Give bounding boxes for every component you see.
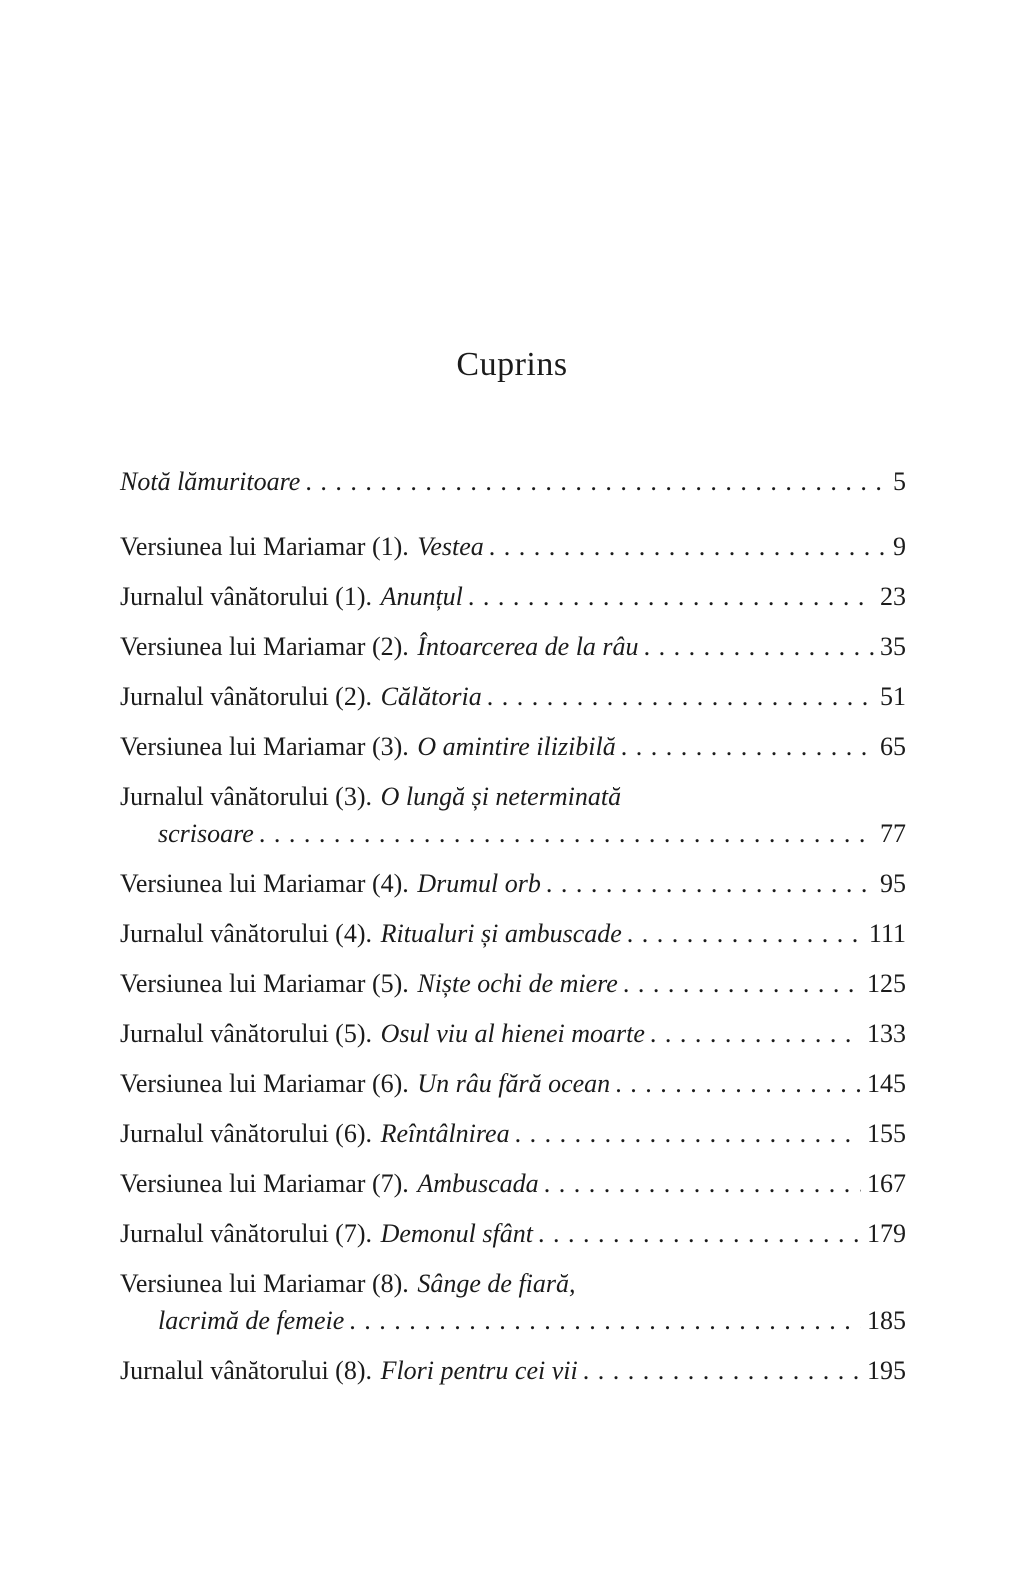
toc-entry: [120, 463, 906, 500]
page-title: Cuprins: [456, 346, 568, 383]
entry-title: Notă lămuritoare: [120, 467, 301, 496]
dot-leader: [650, 1015, 861, 1052]
entry-prefix: Versiunea lui Mariamar (6).: [120, 1069, 409, 1098]
toc-entry: [120, 778, 906, 852]
entry-wrap-text: scrisoare: [158, 819, 254, 848]
toc-entry-line: [120, 865, 906, 902]
entry-title: Reîntâlnirea: [380, 1119, 510, 1148]
entry-title: O lungă și neterminată: [380, 782, 622, 811]
toc-entry-line: [120, 1265, 906, 1302]
entry-page: 23: [880, 582, 906, 611]
toc-entry-line: [120, 1065, 906, 1102]
entry-prefix: Jurnalul vânătorului (2).: [120, 682, 372, 711]
entry-page: 195: [867, 1356, 906, 1385]
entry-title: Anunțul: [380, 582, 463, 611]
toc-entry: [120, 1015, 906, 1052]
toc-entry-wrap-line: [120, 1302, 906, 1339]
toc-entry-line: [120, 1165, 906, 1202]
entry-page: 145: [867, 1069, 906, 1098]
entry-prefix: Versiunea lui Mariamar (3).: [120, 732, 409, 761]
entry-title: Drumul orb: [417, 869, 541, 898]
toc-entry-line: [120, 1015, 906, 1052]
entry-prefix: Versiunea lui Mariamar (5).: [120, 969, 409, 998]
entry-wrap-text: lacrimă de femeie: [158, 1306, 345, 1335]
entry-title: Sânge de fiară,: [417, 1269, 576, 1298]
entry-title: Vestea: [417, 532, 484, 561]
toc-list: [0, 463, 1024, 1389]
entry-title: Osul viu al hienei moarte: [380, 1019, 645, 1048]
dot-leader: [538, 1215, 861, 1252]
dot-leader: [544, 1165, 861, 1202]
toc-entry: [120, 865, 906, 902]
entry-prefix: Jurnalul vânătorului (6).: [120, 1119, 372, 1148]
toc-entry: [120, 1265, 906, 1339]
entry-prefix: Versiunea lui Mariamar (2).: [120, 632, 409, 661]
toc-entry: [120, 915, 906, 952]
entry-title: Ritualuri și ambuscade: [380, 919, 622, 948]
entry-prefix: Versiunea lui Mariamar (1).: [120, 532, 409, 561]
toc-entry: [120, 1115, 906, 1152]
dot-leader: [546, 865, 874, 902]
entry-title: Flori pentru cei vii: [380, 1356, 578, 1385]
toc-entry-line: [120, 965, 906, 1002]
entry-prefix: Versiunea lui Mariamar (7).: [120, 1169, 409, 1198]
toc-entry: [120, 628, 906, 665]
entry-prefix: Jurnalul vânătorului (7).: [120, 1219, 372, 1248]
toc-entry-line: [120, 578, 906, 615]
entry-page: 167: [867, 1169, 906, 1198]
toc-entry-line: [120, 915, 906, 952]
dot-leader: [583, 1352, 861, 1389]
entry-prefix: Jurnalul vânătorului (8).: [120, 1356, 372, 1385]
toc-entry-line: [120, 628, 906, 665]
entry-page: 133: [867, 1019, 906, 1048]
toc-entry-line: [120, 678, 906, 715]
dot-leader: [644, 628, 874, 665]
toc-entry-line: [120, 728, 906, 765]
toc-entry: [120, 1165, 906, 1202]
toc-entry: [120, 1065, 906, 1102]
dot-leader: [305, 463, 887, 500]
entry-page: 185: [867, 1306, 906, 1335]
entry-page: 5: [893, 467, 906, 496]
dot-leader: [615, 1065, 861, 1102]
entry-page: 51: [880, 682, 906, 711]
toc-entry: [120, 578, 906, 615]
entry-page: 125: [867, 969, 906, 998]
toc-entry-line: [120, 1115, 906, 1152]
entry-page: 155: [867, 1119, 906, 1148]
entry-prefix: Jurnalul vânătorului (5).: [120, 1019, 372, 1048]
toc-entry: [120, 965, 906, 1002]
entry-title: Niște ochi de miere: [417, 969, 618, 998]
entry-page: 111: [868, 919, 906, 948]
toc-entry-line: [120, 528, 906, 565]
toc-entry-line: [120, 463, 906, 500]
toc-entry-line: [120, 778, 906, 815]
toc-entry-wrap-line: [120, 815, 906, 852]
dot-leader: [468, 578, 874, 615]
entry-prefix: Jurnalul vânătorului (1).: [120, 582, 372, 611]
entry-title: Un râu fără ocean: [417, 1069, 611, 1098]
entry-title: O amintire ilizibilă: [417, 732, 616, 761]
entry-page: 95: [880, 869, 906, 898]
entry-prefix: Versiunea lui Mariamar (4).: [120, 869, 409, 898]
dot-leader: [623, 965, 861, 1002]
entry-prefix: Jurnalul vânătorului (4).: [120, 919, 372, 948]
toc-entry-line: [120, 1215, 906, 1252]
entry-page: 77: [880, 819, 906, 848]
toc-entry: [120, 728, 906, 765]
toc-entry: [120, 1215, 906, 1252]
dot-leader: [259, 815, 874, 852]
entry-page: 179: [867, 1219, 906, 1248]
entry-title: Demonul sfânt: [380, 1219, 533, 1248]
toc-entry: [120, 1352, 906, 1389]
toc-entry: [120, 678, 906, 715]
dot-leader: [621, 728, 874, 765]
entry-title: Călătoria: [380, 682, 482, 711]
entry-title: Ambuscada: [417, 1169, 539, 1198]
entry-prefix: Versiunea lui Mariamar (8).: [120, 1269, 409, 1298]
dot-leader: [487, 678, 874, 715]
entry-page: 65: [880, 732, 906, 761]
dot-leader: [349, 1302, 861, 1339]
entry-page: 9: [893, 532, 906, 561]
toc-entry-line: [120, 1352, 906, 1389]
dot-leader: [627, 915, 863, 952]
entry-page: 35: [880, 632, 906, 661]
entry-prefix: Jurnalul vânătorului (3).: [120, 782, 372, 811]
dot-leader: [489, 528, 887, 565]
dot-leader: [515, 1115, 861, 1152]
toc-entry: [120, 528, 906, 565]
entry-title: Întoarcerea de la râu: [417, 632, 639, 661]
